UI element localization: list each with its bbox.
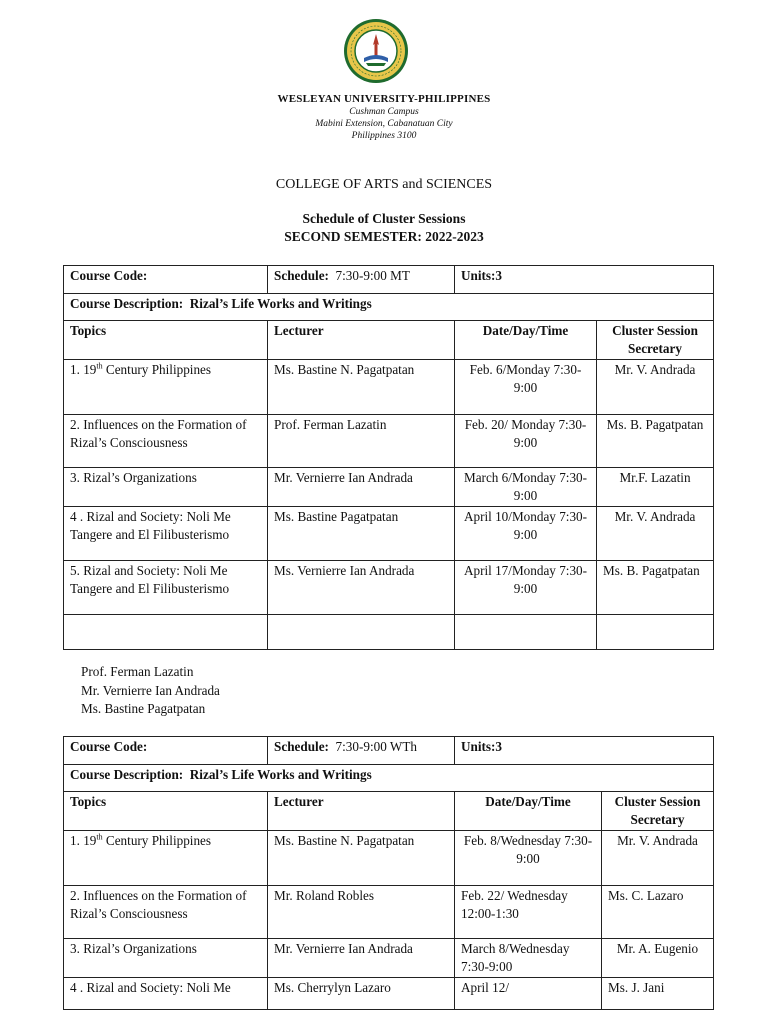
lecturer-cell: Mr. Vernierre Ian Andrada [268,468,455,507]
topic-cell: 4 . Rizal and Society: Noli Me Tangere and El Filibusterismo [64,507,268,561]
secretary-cell: Ms. C. Lazaro [602,886,714,939]
secretary-cell: Ms. B. Pagatpatan [597,415,714,468]
table-row [64,978,714,1010]
topic-cell: 3. Rizal’s Organizations [64,468,268,507]
secretary-header: Cluster Session Secretary [602,792,714,831]
course-description-cell: Course Description: Rizal’s Life Works and Writings [64,765,714,792]
date-cell: Feb. 20/ Monday 7:30-9:00 [455,415,597,468]
empty-row [64,615,714,650]
course-description-row [64,294,714,321]
topic-cell: 4 . Rizal and Society: Noli Me [64,978,268,1010]
secretary-header: Cluster Session Secretary [597,321,714,360]
table-row [64,468,714,507]
date-cell: Feb. 22/ Wednesday 12:00-1:30 [455,886,602,939]
lecturer-cell: Ms. Bastine N. Pagatpatan [268,831,455,886]
date-cell: April 10/Monday 7:30-9:00 [455,507,597,561]
address-line-3: Philippines 3100 [351,131,417,141]
topic-cell: 3. Rizal’s Organizations [64,939,268,978]
lecturer-cell: Ms. Vernierre Ian Andrada [268,561,455,615]
topics-header: Topics [64,792,268,831]
datetime-header: Date/Day/Time [455,792,602,831]
secretary-cell: Mr. V. Andrada [602,831,714,886]
table-row [64,561,714,615]
column-header-row [64,321,714,360]
course-description-cell: Course Description: Rizal’s Life Works and Writings [64,294,714,321]
topic-cell: 1. 19th Century Philippines [64,360,268,415]
secretary-cell: Ms. B. Pagatpatan [597,561,714,615]
column-header-row [64,792,714,831]
lecturer-cell: Mr. Vernierre Ian Andrada [268,939,455,978]
table-row [64,507,714,561]
semester-title: SECOND SEMESTER: 2022-2023 [284,229,484,244]
lecturer-name: Ms. Bastine Pagatpatan [81,701,206,716]
datetime-header: Date/Day/Time [455,321,597,360]
schedule-cell: Schedule: 7:30-9:00 WTh [268,737,455,765]
schedule-title: Schedule of Cluster Sessions [302,211,466,226]
topics-header: Topics [64,321,268,360]
date-cell: March 6/Monday 7:30-9:00 [455,468,597,507]
schedule-cell: Schedule: 7:30-9:00 MT [268,266,455,294]
schedule-table-1 [63,265,714,650]
secretary-cell: Mr. A. Eugenio [602,939,714,978]
table-row [64,360,714,415]
table-row [64,415,714,468]
course-description-value: Rizal’s Life Works and Writings [189,767,372,782]
course-info-row [64,266,714,294]
schedule-table-2 [63,736,714,1010]
address-line-2: Mabini Extension, Cabanatuan City [315,119,453,129]
course-code-cell: Course Code: [64,266,268,294]
schedule-value: 7:30-9:00 WTh [335,739,417,754]
lecturer-header: Lecturer [268,792,455,831]
university-name: WESLEYAN UNIVERSITY-PHILIPPINES [277,93,491,105]
topic-cell: 2. Influences on the Formation of Rizal’s Consciousness [64,415,268,468]
date-cell: March 8/Wednesday 7:30-9:00 [455,939,602,978]
table-row [64,939,714,978]
lecturer-header: Lecturer [268,321,455,360]
university-seal [343,18,409,84]
topic-cell: 5. Rizal and Society: Noli Me Tangere and El Filibusterismo [64,561,268,615]
table-row [64,886,714,939]
course-description-value: Rizal’s Life Works and Writings [189,296,372,311]
course-code-cell: Course Code: [64,737,268,765]
lecturer-cell: Mr. Roland Robles [268,886,455,939]
lecturer-name: Prof. Ferman Lazatin [81,664,194,679]
date-cell: Feb. 6/Monday 7:30-9:00 [455,360,597,415]
secretary-cell: Mr. V. Andrada [597,507,714,561]
lecturers-list [81,663,220,719]
lecturer-cell: Ms. Bastine N. Pagatpatan [268,360,455,415]
secretary-cell: Ms. J. Jani [602,978,714,1010]
units-cell: Units:3 [455,737,714,765]
college-name: COLLEGE OF ARTS and SCIENCES [275,177,493,192]
course-info-row [64,737,714,765]
units-cell: Units:3 [455,266,714,294]
address-line-1: Cushman Campus [349,107,419,117]
date-cell: Feb. 8/Wednesday 7:30-9:00 [455,831,602,886]
lecturer-cell: Ms. Bastine Pagatpatan [268,507,455,561]
lecturer-cell: Prof. Ferman Lazatin [268,415,455,468]
lecturer-name: Mr. Vernierre Ian Andrada [81,682,220,698]
topic-cell: 2. Influences on the Formation of Rizal’s Consciousness [64,886,268,939]
table-row [64,831,714,886]
topic-cell: 1. 19th Century Philippines [64,831,268,886]
date-cell: April 12/ [455,978,602,1010]
secretary-cell: Mr. V. Andrada [597,360,714,415]
schedule-value: 7:30-9:00 MT [335,268,410,283]
course-description-row [64,765,714,792]
date-cell: April 17/Monday 7:30-9:00 [455,561,597,615]
lecturer-cell: Ms. Cherrylyn Lazaro [268,978,455,1010]
secretary-cell: Mr.F. Lazatin [597,468,714,507]
